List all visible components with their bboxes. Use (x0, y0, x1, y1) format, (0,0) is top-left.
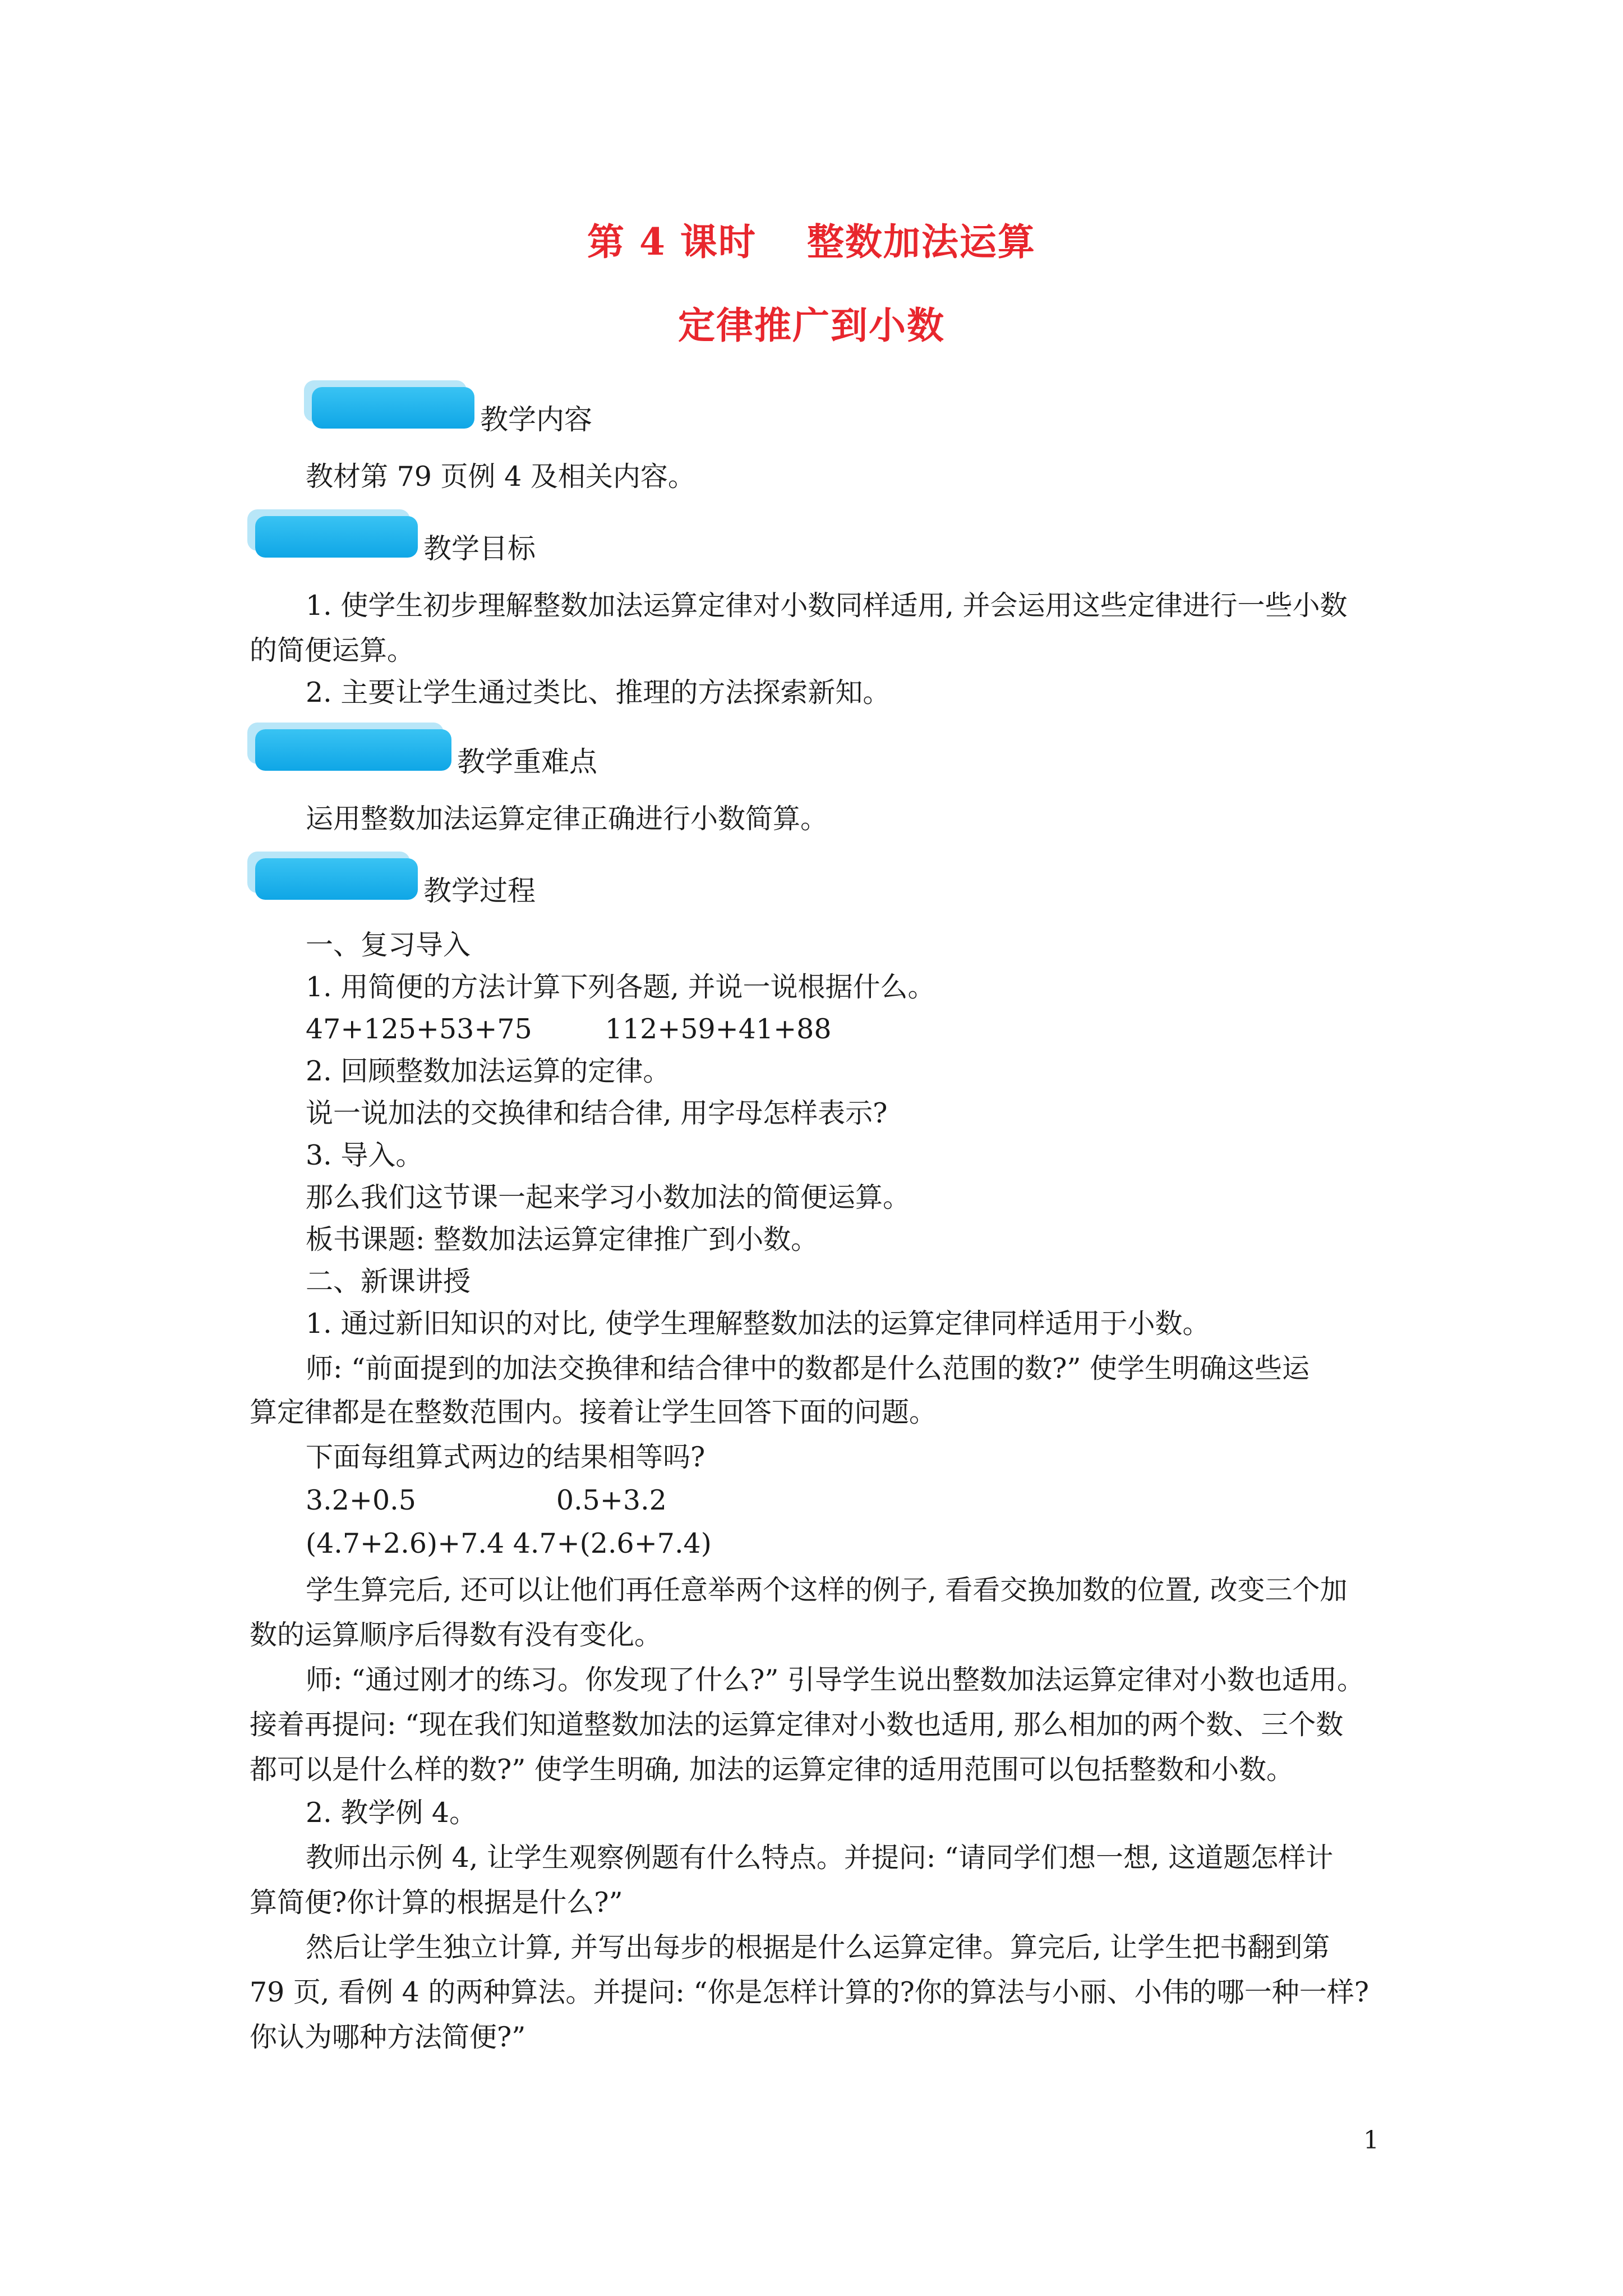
review-item-3: 3. 导入。 (306, 1139, 423, 1171)
section-tab-marker (255, 729, 451, 771)
calc-expression-2: 112+59+41+88 (605, 1013, 832, 1045)
new-item-1: 1. 通过新旧知识的对比, 使学生理解整数加法的运算定律同样适用于小数。 (306, 1308, 1210, 1340)
content-text: 教材第 79 页例 4 及相关内容。 (306, 461, 695, 493)
keypoints-text: 运用整数加法运算定律正确进行小数简算。 (306, 803, 828, 835)
page-subtitle: 定律推广到小数 (678, 303, 945, 347)
review-calculations (306, 1007, 832, 1052)
lesson-number: 第 4 课时 (587, 220, 757, 264)
section-tab-marker (312, 387, 474, 429)
lesson-title: 整数加法运算 (806, 220, 1036, 264)
goal-item-2: 2. 主要让学生通过类比、推理的方法探索新知。 (306, 677, 891, 708)
review-intro-text: 那么我们这节课一起来学习小数加法的简便运算。 (306, 1181, 911, 1213)
new-lesson-heading: 二、新课讲授 (306, 1266, 471, 1297)
goal-item-1-cont: 的简便运算。 (250, 634, 415, 666)
page-number: 1 (1363, 2126, 1379, 2155)
page-title (0, 212, 1623, 265)
new-item-2: 2. 教学例 4。 (306, 1797, 477, 1829)
section-label: 教学重难点 (457, 746, 597, 778)
goal-item-1: 1. 使学生初步理解整数加法运算定律对小数同样适用, 并会运用这些定律进行一些小数 (306, 590, 1348, 622)
review-heading: 一、复习导入 (306, 929, 471, 961)
student-activity: 学生算完后, 还可以让他们再任意举两个这样的例子, 看看交换加数的位置, 改变三个加 (306, 1574, 1348, 1606)
section-label: 教学内容 (480, 403, 592, 436)
equation-question: 下面每组算式两边的结果相等吗? (306, 1441, 706, 1473)
section-label: 教学过程 (423, 875, 536, 907)
section-tab-marker (255, 858, 418, 900)
equation-pair-1 (306, 1478, 667, 1523)
student-calculation-cont2: 你认为哪种方法简便?” (250, 2021, 526, 2053)
blackboard-topic: 板书课题: 整数加法运算定律推广到小数。 (306, 1223, 819, 1255)
teacher-question-2-cont2: 都可以是什么样的数?” 使学生明确, 加法的运算定律的适用范围可以包括整数和小数。 (250, 1754, 1294, 1786)
section-label: 教学目标 (423, 532, 536, 565)
student-activity-cont: 数的运算顺序后得数有没有变化。 (250, 1619, 662, 1651)
student-calculation-cont: 79 页, 看例 4 的两种算法。并提问: “你是怎样计算的?你的算法与小丽、小伟的哪一种一样? (250, 1976, 1370, 2008)
student-calculation: 然后让学生独立计算, 并写出每步的根据是什么运算定律。算完后, 让学生把书翻到第 (306, 1931, 1330, 1963)
teacher-example: 教师出示例 4, 让学生观察例题有什么特点。并提问: “请同学们想一想, 这道题怎样计 (306, 1842, 1334, 1874)
teacher-example-cont: 算简便?你计算的根据是什么?” (250, 1887, 623, 1918)
section-tab-marker (255, 516, 418, 558)
teacher-question-2-cont: 接着再提问: “现在我们知道整数加法的运算定律对小数也适用, 那么相加的两个数、三个数 (250, 1709, 1344, 1741)
equation-right: 0.5+3.2 (556, 1484, 667, 1516)
teacher-question-1: 师: “前面提到的加法交换律和结合律中的数都是什么范围的数?” 使学生明确这些运 (306, 1352, 1310, 1384)
equation-left: 3.2+0.5 (306, 1484, 416, 1516)
teacher-question-1-cont: 算定律都是在整数范围内。接着让学生回答下面的问题。 (250, 1396, 937, 1428)
review-item-1: 1. 用简便的方法计算下列各题, 并说一说根据什么。 (306, 971, 935, 1003)
review-question: 说一说加法的交换律和结合律, 用字母怎样表示? (306, 1097, 888, 1129)
equation-pair-2: (4.7+2.6)+7.4 4.7+(2.6+7.4) (306, 1527, 712, 1559)
review-item-2: 2. 回顾整数加法运算的定律。 (306, 1055, 671, 1087)
calc-expression-1: 47+125+53+75 (306, 1013, 532, 1045)
teacher-question-2: 师: “通过刚才的练习。你发现了什么?” 引导学生说出整数加法运算定律对小数也适用。 (306, 1664, 1365, 1696)
